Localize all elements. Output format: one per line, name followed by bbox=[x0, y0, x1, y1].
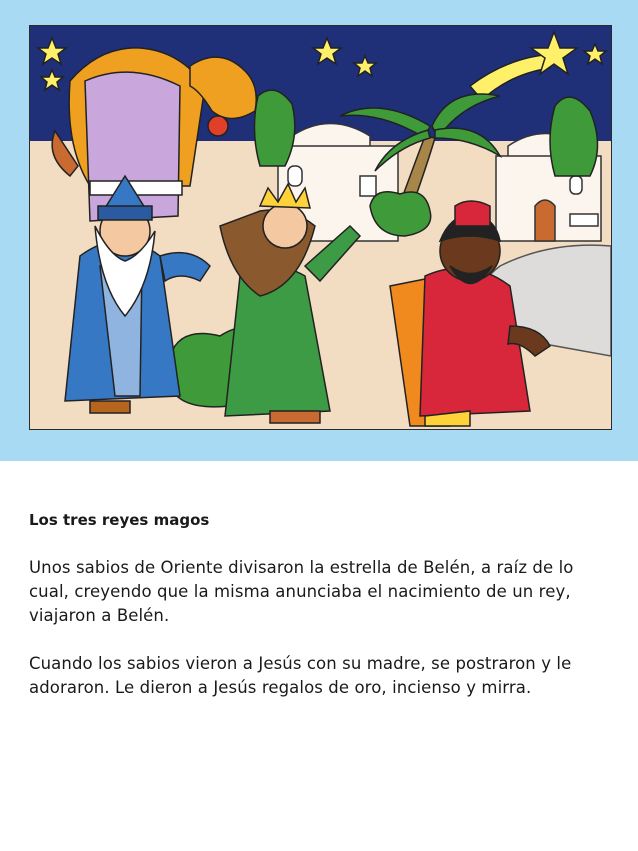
story-paragraph-2: Cuando los sabios vieron a Jesús con su madre, se postraron y le adoraron. Le dieron a Jesús regalos de oro, incienso y mirra. bbox=[29, 654, 572, 697]
tree bbox=[254, 90, 294, 166]
story-title: Los tres reyes magos bbox=[29, 511, 210, 529]
story-text bbox=[29, 508, 609, 700]
spacer bbox=[29, 532, 609, 556]
story-paragraph-1: Unos sabios de Oriente divisaron la estrella de Belén, a raíz de lo cual, creyendo que la misma anunciaba el nacimiento de un rey, viajaron a Belén. bbox=[29, 558, 574, 625]
spacer bbox=[29, 628, 609, 652]
three-kings-illustration bbox=[29, 25, 612, 430]
